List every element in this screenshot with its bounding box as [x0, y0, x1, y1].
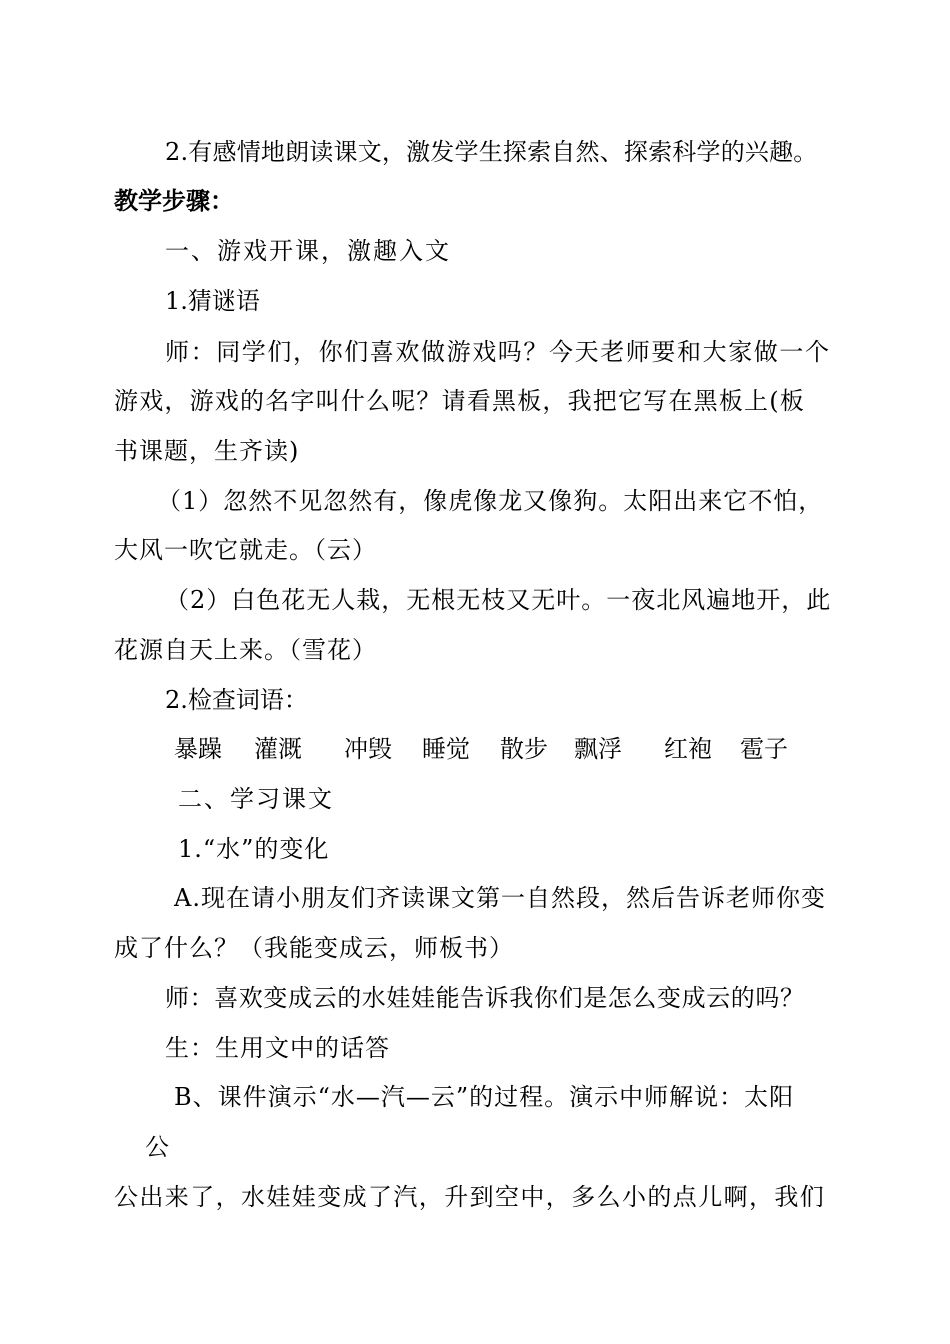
- student-answer: 生：生用文中的话答: [165, 1034, 390, 1062]
- vocab-word: 雹子: [740, 735, 788, 763]
- vocab-word: 飘浮: [574, 735, 622, 763]
- teacher-line-3: 书课题，生齐读): [114, 437, 300, 465]
- vocab-word: 灌溉: [254, 735, 302, 763]
- activity-a-line-1: A.现在请小朋友们齐读课文第一自然段，然后告诉老师你变: [174, 884, 826, 912]
- section-heading-teaching-steps: 教学步骤：: [114, 187, 234, 215]
- subheading-water-change: 1.“水”的变化: [178, 835, 330, 863]
- vocab-word: 暴躁: [174, 735, 222, 763]
- activity-b-line-1: B、课件演示“水—汽—云”的过程。演示中师解说：太阳: [174, 1083, 795, 1111]
- vocab-word: 散步: [500, 735, 548, 763]
- heading-part-1: 一、游戏开课，激趣入文: [165, 237, 451, 265]
- subheading-check-words: 2.检查词语：: [165, 686, 308, 714]
- vocab-word: 冲毁: [344, 735, 392, 763]
- subheading-riddles: 1.猜谜语: [165, 287, 260, 315]
- riddle-1-line-2: 大风一吹它就走。（云）: [114, 536, 377, 564]
- activity-b-line-3: 公出来了，水娃娃变成了汽，升到空中，多么小的点儿啊，我们: [114, 1183, 826, 1211]
- vocab-word: 睡觉: [422, 735, 470, 763]
- objective-2-line: 2.有感情地朗读课文，激发学生探索自然、探索科学的兴趣。: [165, 138, 818, 166]
- riddle-2-line-2: 花源自天上来。（雪花）: [114, 636, 377, 664]
- riddle-2-line-1: （2）白色花无人栽，无根无枝又无叶。一夜北风遍地开，此: [165, 586, 832, 614]
- activity-b-line-2: 公: [145, 1133, 169, 1161]
- heading-part-2: 二、学习课文: [178, 785, 334, 813]
- vocab-word: 红袍: [664, 735, 712, 763]
- teacher-line-2: 游戏，游戏的名字叫什么呢？请看黑板，我把它写在黑板上(板: [114, 387, 805, 415]
- teacher-question: 师：喜欢变成云的水娃娃能告诉我你们是怎么变成云的吗？: [165, 984, 805, 1012]
- teacher-line-1: 师：同学们，你们喜欢做游戏吗？今天老师要和大家做一个: [165, 338, 831, 366]
- activity-a-line-2: 成了什么？（我能变成云，师板书）: [114, 934, 514, 962]
- riddle-1-line-1: （1）忽然不见忽然有，像虎像龙又像狗。太阳出来它不怕，: [157, 487, 824, 515]
- vocab-word-list: [174, 734, 874, 764]
